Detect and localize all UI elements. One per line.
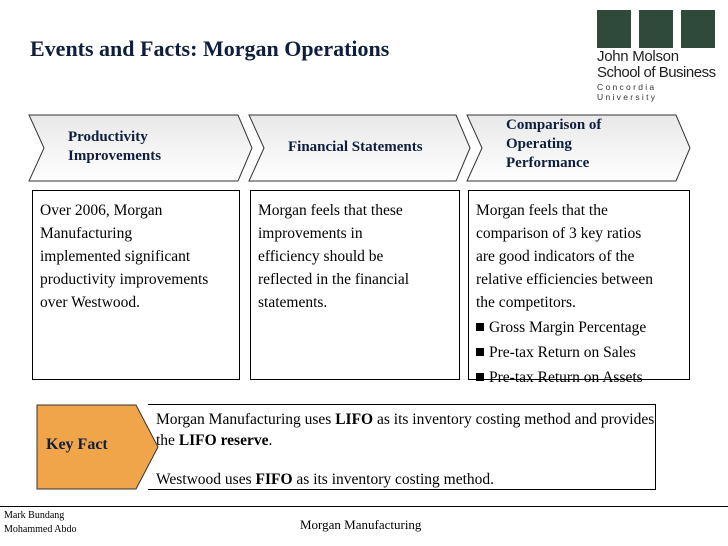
box-line: statements. bbox=[258, 294, 328, 311]
step-financial-statements bbox=[248, 114, 472, 182]
box-line: over Westwood. bbox=[40, 294, 141, 311]
square-bullet-icon bbox=[476, 323, 484, 331]
footer-authors bbox=[4, 509, 77, 537]
box-line: relative efficiencies between bbox=[476, 271, 654, 288]
key-fact-box bbox=[148, 404, 656, 490]
logo-line-3: Concordia University bbox=[597, 82, 658, 102]
school-logo bbox=[595, 10, 720, 102]
step-label-line2: Improvements bbox=[68, 148, 162, 164]
box-line: Over 2006, Morgan bbox=[40, 202, 163, 219]
footer-author: Mohammed Abdo bbox=[4, 524, 77, 535]
logo-line-1: John Molson bbox=[597, 48, 679, 65]
box-line: productivity improvements bbox=[40, 271, 209, 288]
square-bullet-icon bbox=[476, 373, 484, 381]
productivity-box bbox=[32, 190, 240, 380]
logo-block-3 bbox=[681, 10, 715, 48]
key-fact-morgan: Morgan Manufacturing uses LIFO as its inventory costing method and provides the LIFO reserve. bbox=[156, 411, 655, 449]
step-label: Financial Statements bbox=[288, 139, 423, 155]
step-label-line1: Comparison of bbox=[506, 117, 602, 133]
box-line: Morgan feels that these bbox=[258, 202, 403, 219]
box-line: Morgan feels that the bbox=[476, 202, 608, 219]
step-label-line1: Productivity bbox=[68, 129, 148, 145]
logo-line-2: School of Business bbox=[597, 64, 716, 81]
ratio-bullet: Gross Margin Percentage bbox=[476, 316, 689, 339]
box-line: the competitors. bbox=[476, 294, 576, 311]
box-line: implemented significant bbox=[40, 248, 191, 265]
square-bullet-icon bbox=[476, 348, 484, 356]
key-fact-westwood: Westwood uses FIFO as its inventory costing method. bbox=[156, 471, 495, 488]
ratio-bullet: Pre-tax Return on Assets bbox=[476, 366, 689, 389]
step-label-line2: Operating bbox=[506, 136, 572, 152]
logo-block-2 bbox=[639, 10, 673, 48]
box-line: Manufacturing bbox=[40, 225, 133, 242]
logo-block-1 bbox=[597, 10, 631, 48]
key-fact-tag bbox=[36, 404, 160, 495]
footer-author: Mark Bundang bbox=[4, 510, 65, 521]
footer-divider bbox=[0, 506, 728, 507]
step-productivity-improvements bbox=[28, 114, 254, 182]
box-line: comparison of 3 key ratios bbox=[476, 225, 642, 242]
box-line: improvements in bbox=[258, 225, 363, 242]
ratio-bullet: Pre-tax Return on Sales bbox=[476, 341, 689, 364]
financial-statements-box bbox=[250, 190, 460, 380]
step-comparison-operating-performance bbox=[466, 114, 692, 182]
step-label-line3: Performance bbox=[506, 155, 590, 171]
box-line: are good indicators of the bbox=[476, 248, 635, 265]
key-fact-label: Key Fact bbox=[46, 436, 108, 453]
box-line: efficiency should be bbox=[258, 248, 384, 265]
box-line: reflected in the financial bbox=[258, 271, 410, 288]
footer-title: Morgan Manufacturing bbox=[300, 517, 422, 532]
comparison-box bbox=[468, 190, 690, 386]
slide-title: Events and Facts: Morgan Operations bbox=[30, 36, 390, 61]
